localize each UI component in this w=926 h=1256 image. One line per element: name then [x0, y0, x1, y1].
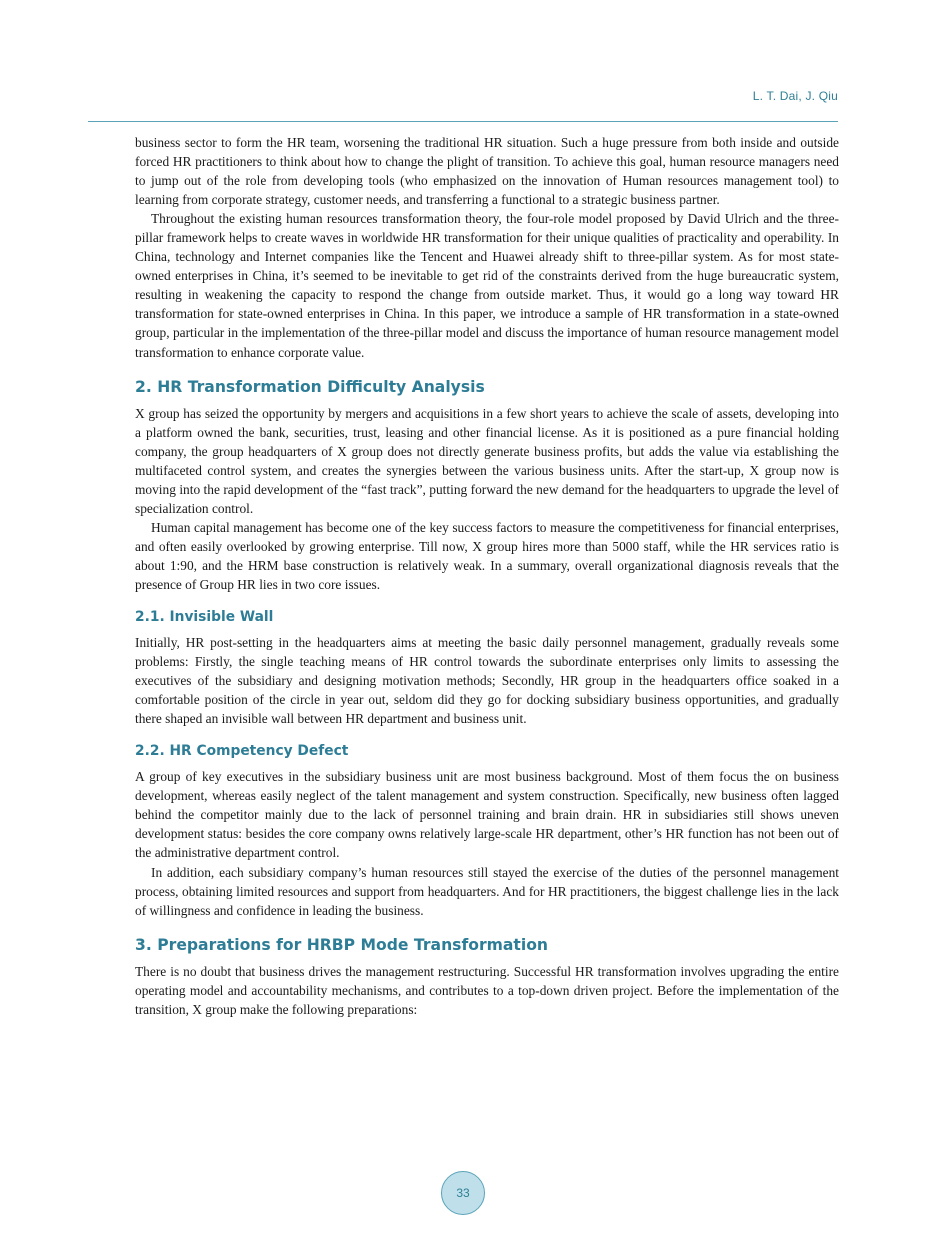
- paragraph: business sector to form the HR team, worsening the traditional HR situation. Such a huge pressure from both inside and outside forced HR practitioners to think about how to change the plight of transition. To achieve this goal, human resource managers need to jump out of the role from developing tools (who emphasized on the innovation of Human resources management tool) to learning from corporate strategy, customer needs, and transferring a functional to a strategic business partner.: [135, 135, 839, 208]
- paragraph: X group has seized the opportunity by mergers and acquisitions in a few short years to achieve the scale of assets, developing into a platform owned the bank, securities, trust, leasing and other financial license. As it is positioned as a pure financial holding company, the group headquarters of X group does not directly generate business profits, but adds the value via establishing the multifaceted control system, and creates the synergies between the various business units. After the start-up, X group now is moving into the rapid development of the “fast track”, putting forward the new demand for the headquarters to upgrade the level of specialization control.: [135, 405, 839, 516]
- header-rule: [88, 121, 838, 122]
- section-heading: 2. HR Transformation Difficulty Analysis: [135, 377, 485, 396]
- article-body: [135, 133, 839, 1019]
- paragraph: Initially, HR post-setting in the headquarters aims at meeting the basic daily personnel management, gradually reveals some problems: Firstly, the single teaching means of HR control towards the subordinate enterprises only limits to assessing the executives of the subsidiary and designing motivation methods; Secondly, HR group in the headquarters office soaked in a comfortable position of the circle in year out, seldom did they go for docking subsidiary business opportunities, and gradually there shaped an invisible wall between HR department and business unit.: [135, 635, 839, 727]
- paragraph: Throughout the existing human resources transformation theory, the four-role model proposed by David Ulrich and the three-pillar framework helps to create waves in worldwide HR transformation for their unique qualities of practicality and operability. In China, technology and Internet companies like the Tencent and Huawei already shift to three-pillar system. As for most state-owned enterprises in China, it’s seemed to be inevitable to get rid of the constraints derived from the huge bureaucratic system, resulting in weakening the capacity to respond the change from outside market. Thus, it would go a long way toward HR transformation for state-owned enterprises in China. In this paper, we introduce a sample of HR transformation in a state-owned group, particular in the implementation of the three-pillar model and discuss the importance of human resource management model transformation to enhance corporate value.: [135, 211, 839, 360]
- paragraph: A group of key executives in the subsidiary business unit are most business background. Most of them focus the on business development, whereas easily neglect of the talent management and system construction. Specifically, new business often lagged behind the competitor mainly due to the lack of personnel training and brain drain. HR in subsidiaries still shows uneven development status: besides the core company owns relatively large-scale HR department, other’s HR function has not been out of the administrative department control.: [135, 769, 839, 861]
- paragraph: In addition, each subsidiary company’s human resources still stayed the exercise of the duties of the personnel management process, obtaining limited resources and support from headquarters. And for HR practitioners, the biggest challenge lies in the lack of willingness and confidence in leading the business.: [135, 864, 839, 918]
- page-number: 33: [456, 1186, 470, 1200]
- section-heading: 3. Preparations for HRBP Mode Transformation: [135, 935, 549, 954]
- running-head-authors: L. T. Dai, J. Qiu: [752, 89, 838, 103]
- page-number-badge: [441, 1171, 485, 1215]
- subsection-heading: 2.2. HR Competency Defect: [135, 743, 349, 760]
- paragraph: Human capital management has become one of the key success factors to measure the competitiveness for financial enterprises, and often easily overlooked by growing enterprise. Till now, X group hires more than 5000 staff, while the HR services ratio is about 1:90, and the HRM base construction is relatively weak. In a summary, overall organizational diagnosis reveals that the presence of Group HR lies in two core issues.: [135, 519, 839, 592]
- subsection-heading: 2.1. Invisible Wall: [135, 609, 274, 626]
- paragraph: There is no doubt that business drives the management restructuring. Successful HR transformation involves upgrading the entire operating model and accountability mechanisms, and contributes to a top-down driven project. Before the implementation of the transition, X group make the following preparations:: [135, 963, 839, 1017]
